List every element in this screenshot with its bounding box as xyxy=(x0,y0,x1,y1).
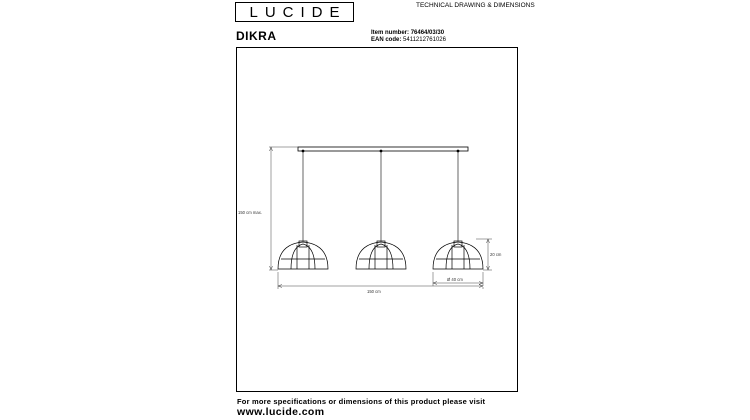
ean-code-value: 5411212761026 xyxy=(403,37,446,43)
ean-code xyxy=(371,37,446,43)
footer-url-link[interactable]: www.lucide.com xyxy=(237,406,325,418)
technical-drawing xyxy=(236,47,518,392)
shade-right xyxy=(433,241,483,269)
document-type: TECHNICAL DRAWING & DIMENSIONS xyxy=(416,2,535,9)
dimension-shade-diameter-label: Ø 40 cm xyxy=(447,277,463,282)
shade-center xyxy=(356,241,406,269)
dimension-height-label: 150 cm max. xyxy=(238,210,262,215)
ean-code-label: EAN code: xyxy=(371,37,402,43)
footer-note: For more specifications or dimensions of this product please visit xyxy=(237,397,486,406)
dimension-total-width-label: 150 cm xyxy=(367,289,381,294)
logo-text: LUCIDE xyxy=(249,4,347,21)
product-name: DIKRA xyxy=(236,29,277,43)
ceiling-bar xyxy=(298,147,468,151)
cord-knob-left xyxy=(302,150,305,153)
brand-logo xyxy=(235,2,354,22)
cord-knob-right xyxy=(457,150,460,153)
cord-knob-center xyxy=(380,150,383,153)
dimension-shade-height-label: 20 cm xyxy=(490,252,502,257)
item-number-value: 76464/03/30 xyxy=(410,30,445,36)
dimension-height xyxy=(269,147,298,270)
item-number xyxy=(371,30,444,36)
shade-left xyxy=(278,241,328,269)
item-number-label: Item number: xyxy=(371,30,410,36)
